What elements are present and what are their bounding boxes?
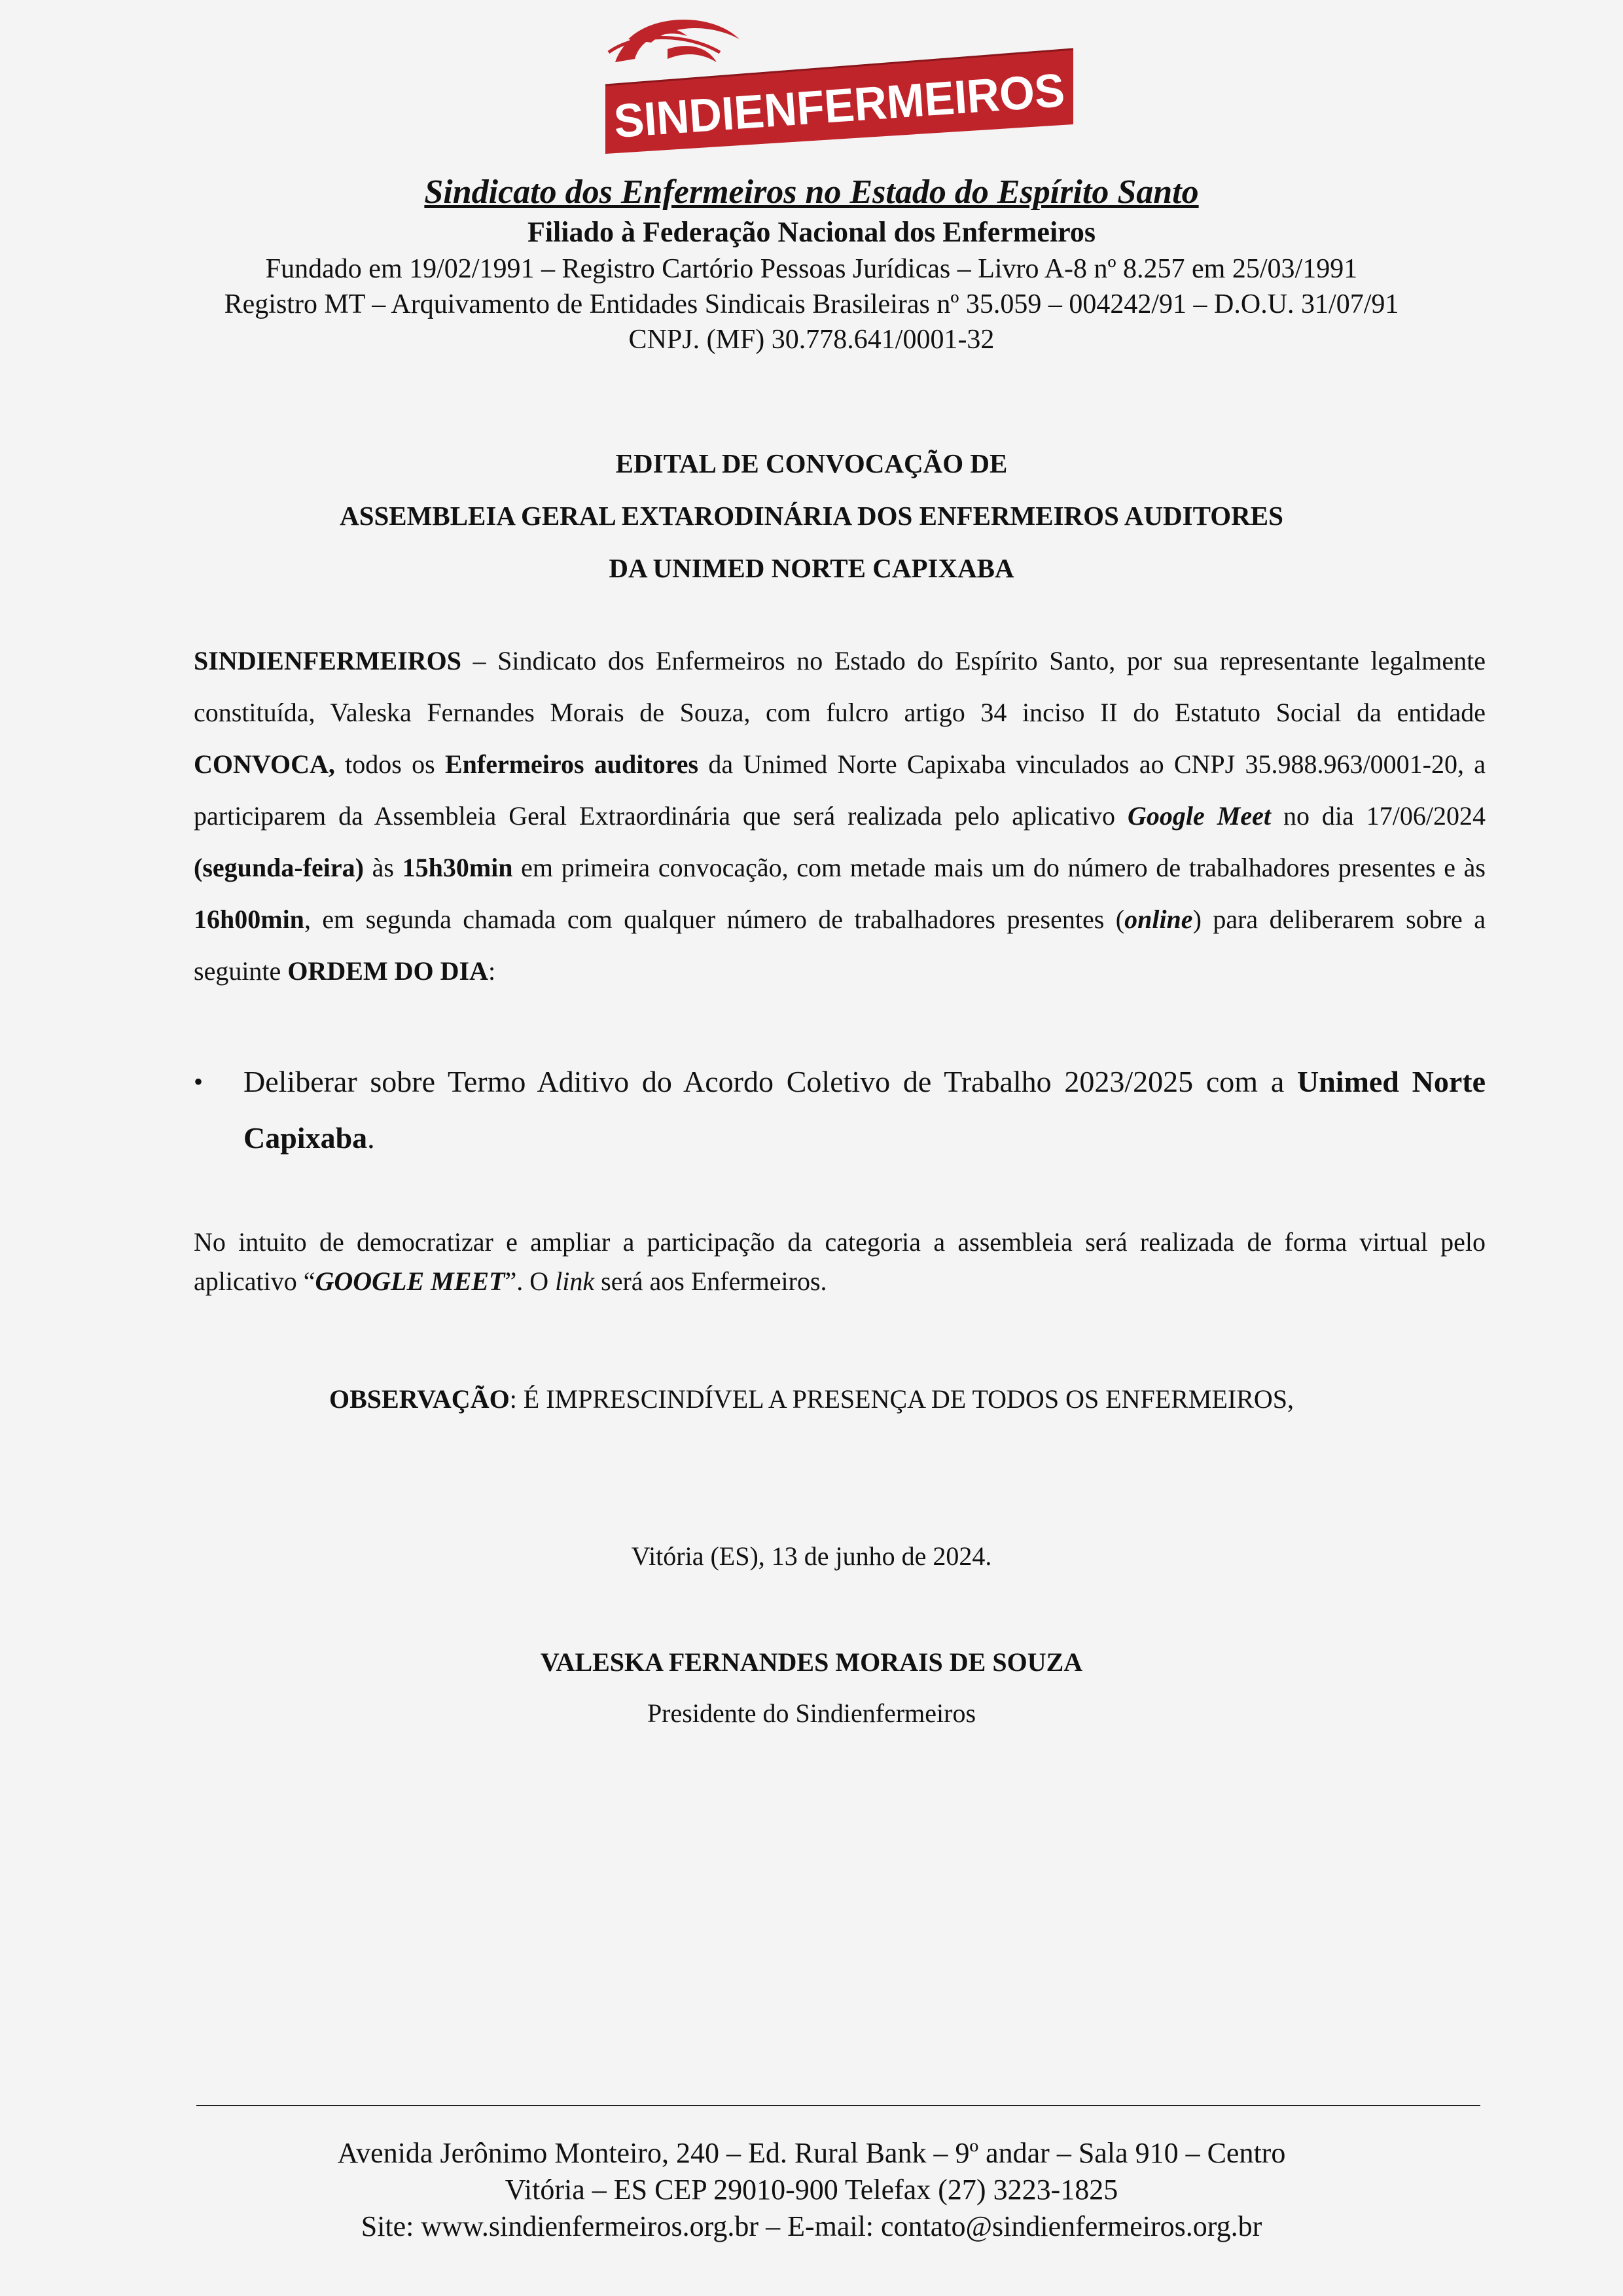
- document-title: [0, 437, 1623, 594]
- google-meet-caps: GOOGLE MEET: [315, 1266, 505, 1296]
- title-line-2: ASSEMBLEIA GERAL EXTARODINÁRIA DOS ENFERMEIROS AUDITORES: [340, 501, 1283, 531]
- logo-wordmark: SINDIENFERMEIROS: [612, 62, 1086, 148]
- text-run: no dia 17/06/2024: [1270, 801, 1486, 831]
- date-line: Vitória (ES), 13 de junho de 2024.: [631, 1541, 992, 1571]
- signatory-name: VALESKA FERNANDES MORAIS DE SOUZA: [540, 1647, 1083, 1677]
- bullet-icon: •: [194, 1067, 204, 1096]
- title-line-1: EDITAL DE CONVOCAÇÃO DE: [615, 448, 1008, 478]
- registration-line-2: Registro MT – Arquivamento de Entidades Sindicais Brasileiras nº 35.059 – 004242/91 – D.O.U. 31/07/91: [224, 289, 1399, 319]
- text-run: – Sindicato dos Enfermeiros no Estado do Espírito Santo, por sua representante legalmente constituída, Valeska Fernandes Morais de Souza, com fulcro artigo 34 inciso II do Estatuto Social da entidade: [194, 646, 1486, 727]
- text-run: ) para deliberarem sobre a seguinte: [194, 905, 1486, 986]
- observation-line: [0, 1380, 1623, 1419]
- affiliation: Filiado à Federação Nacional dos Enfermeiros: [527, 216, 1096, 248]
- text-run: :: [488, 956, 496, 986]
- text-run: .: [367, 1121, 375, 1155]
- observation-text: : É IMPRESCINDÍVEL A PRESENÇA DE TODOS OS ENFERMEIROS,: [509, 1384, 1294, 1414]
- logo-graphic: [589, 13, 1086, 164]
- text-run: No intuito de democratizar e ampliar a participação da categoria a assembleia será realizada de forma virtual pelo aplicativo “: [194, 1227, 1486, 1296]
- text-run: todos os: [334, 749, 445, 779]
- unimed-name: Unimed Norte Capixaba: [243, 1065, 1486, 1155]
- nurses-auditors: Enfermeiros auditores: [444, 749, 699, 779]
- virtual-meeting-paragraph: [194, 1223, 1486, 1301]
- organization-name: Sindicato dos Enfermeiros no Estado do Espírito Santo: [424, 173, 1199, 211]
- text-run: às: [363, 853, 402, 882]
- footer-city-phone: Vitória – ES CEP 29010-900 Telefax (27) 3223-1825: [505, 2174, 1118, 2206]
- convocation-paragraph: [194, 635, 1486, 997]
- weekday: (segunda-feira): [194, 853, 364, 882]
- text-run: da Unimed Norte Capixaba vinculados ao CNPJ 35.988.963/0001-20, a participarem da Assembleia Geral Extraordinária que será realizada pelo aplicativo: [194, 749, 1486, 831]
- footer: [0, 2135, 1623, 2245]
- footer-contacts: Site: www.sindienfermeiros.org.br – E-mail: contato@sindienfermeiros.org.br: [361, 2210, 1262, 2242]
- agenda-heading: ORDEM DO DIA: [287, 956, 488, 986]
- text-run: em primeira convocação, com metade mais um do número de trabalhadores presentes e às: [512, 853, 1486, 882]
- registration-line-1: Fundado em 19/02/1991 – Registro Cartório Pessoas Jurídicas – Livro A-8 nº 8.257 em 25/03/1991: [265, 254, 1358, 284]
- link-word: link: [555, 1266, 595, 1296]
- online-text: online: [1124, 905, 1193, 934]
- letterhead: [0, 171, 1623, 357]
- text-run: ”. O: [505, 1266, 556, 1296]
- first-call-time: 15h30min: [402, 853, 513, 882]
- sindienfermeiros-logo: [589, 13, 1086, 164]
- footer-address: Avenida Jerônimo Monteiro, 240 – Ed. Rural Bank – 9º andar – Sala 910 – Centro: [337, 2137, 1286, 2169]
- google-meet-text: Google Meet: [1128, 801, 1271, 831]
- cnpj-line: CNPJ. (MF) 30.778.641/0001-32: [628, 325, 995, 355]
- agenda-item: [243, 1054, 1486, 1166]
- org-acronym: SINDIENFERMEIROS: [194, 646, 461, 675]
- convoca-keyword: CONVOCA,: [194, 749, 335, 779]
- title-line-3: DA UNIMED NORTE CAPIXABA: [609, 553, 1014, 583]
- second-call-time: 16h00min: [194, 905, 304, 934]
- observation-label: OBSERVAÇÃO: [329, 1384, 510, 1414]
- signature-block: [0, 1643, 1623, 1733]
- footer-divider: [196, 2105, 1480, 2106]
- signatory-role: Presidente do Sindienfermeiros: [647, 1698, 976, 1728]
- text-run: , em segunda chamada com qualquer número de trabalhadores presentes (: [304, 905, 1125, 934]
- agenda-list: [194, 1054, 1486, 1166]
- text-run: Deliberar sobre Termo Aditivo do Acordo Coletivo de Trabalho 2023/2025 com a: [243, 1065, 1297, 1098]
- text-run: será aos Enfermeiros.: [594, 1266, 827, 1296]
